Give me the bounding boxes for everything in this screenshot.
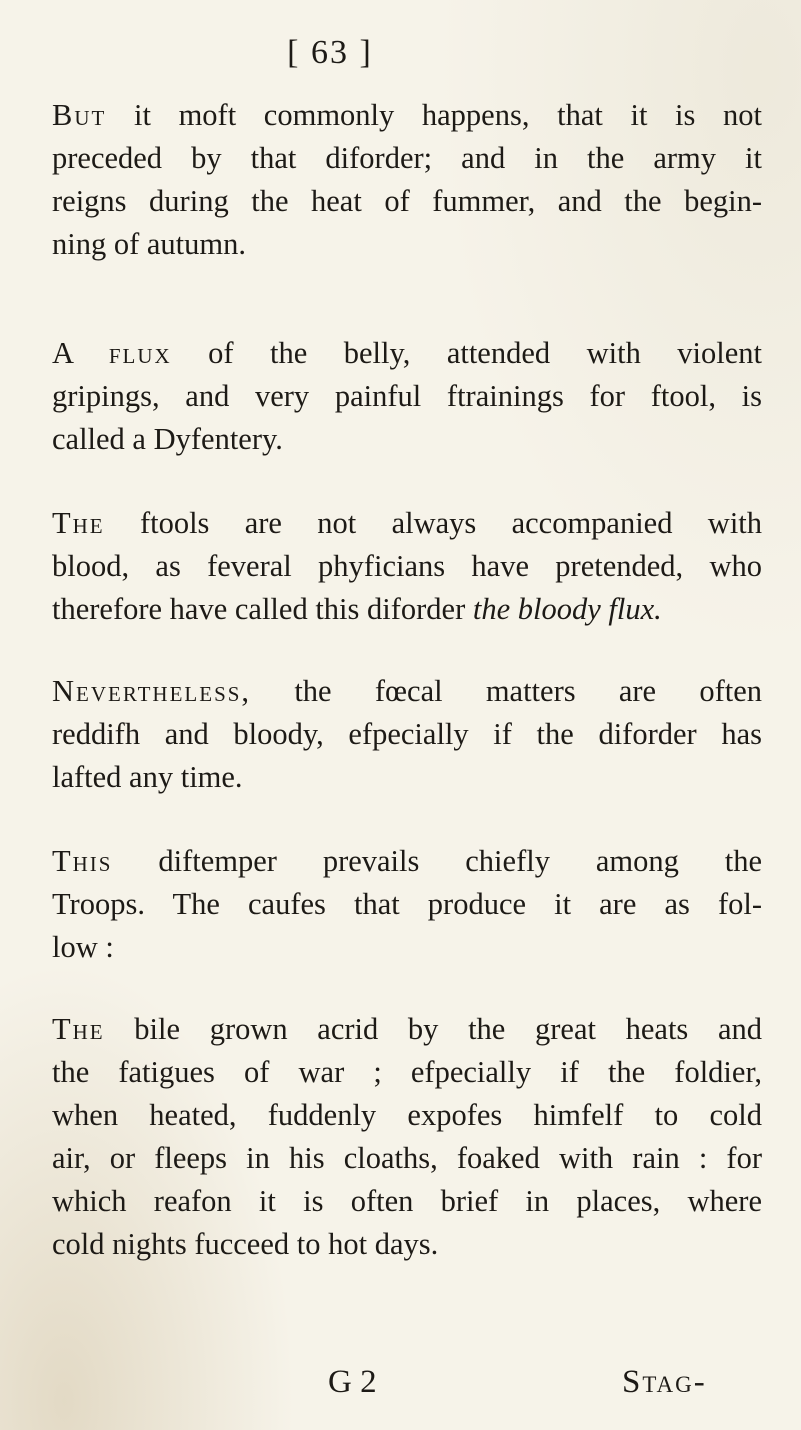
paragraph-line xyxy=(52,588,762,631)
lead-small-caps: flux xyxy=(108,336,172,370)
line-text: diftemper prevails chiefly among the xyxy=(158,844,763,878)
paragraph-line xyxy=(52,332,762,375)
paragraph-line: which reafon it is often brief in places, where xyxy=(52,1184,762,1218)
lead-word: Nevertheless, xyxy=(52,674,252,708)
paragraph-line xyxy=(52,670,762,713)
paragraph-line: preceded by that diforder; and in the army it xyxy=(52,141,762,175)
lead-word: This xyxy=(52,844,113,878)
line-text: therefore have called this diforder xyxy=(52,592,466,626)
lead-word: A xyxy=(52,336,73,370)
paragraph-line: low : xyxy=(52,930,114,964)
paragraph-line: Troops. The caufes that produce it are as fol- xyxy=(52,887,762,921)
paragraph-line xyxy=(52,94,762,137)
catchword: Stag- xyxy=(622,1364,707,1400)
paragraph-line: called a Dyfentery. xyxy=(52,422,283,456)
paragraph-line: gripings, and very painful ftrainings for ftool, is xyxy=(52,379,762,413)
paragraph-2 xyxy=(52,332,762,461)
paragraph-line: when heated, fuddenly expofes himfelf to cold xyxy=(52,1098,762,1132)
line-text: ftools are not always accompanied with xyxy=(139,506,763,540)
paragraph-line xyxy=(52,1008,762,1051)
paragraph-line: blood, as feveral phyficians have pretended, who xyxy=(52,549,762,583)
paragraph-5 xyxy=(52,840,762,969)
lead-word: The xyxy=(52,1012,105,1046)
page-number: [ 63 ] xyxy=(287,34,373,71)
paragraph-line: ning of autumn. xyxy=(52,227,246,261)
line-text: bile grown acrid by the great heats and xyxy=(134,1012,763,1046)
paragraph-line xyxy=(52,502,762,545)
line-text: of the belly, attended with violent xyxy=(208,336,762,370)
paragraph-line: lafted any time. xyxy=(52,760,243,794)
paragraph-3 xyxy=(52,502,762,631)
paragraph-line: reigns during the heat of fummer, and the begin- xyxy=(52,184,762,218)
lead-word: The xyxy=(52,506,105,540)
italic-phrase: the bloody flux. xyxy=(472,592,662,626)
line-text: the fœcal matters are often xyxy=(294,674,763,708)
line-text: it moft commonly happens, that it is not xyxy=(133,98,762,132)
paragraph-1 xyxy=(52,94,762,266)
signature-mark: G 2 xyxy=(328,1364,377,1400)
paragraph-line: reddifh and bloody, efpecially if the diforder has xyxy=(52,717,762,751)
paragraph-6 xyxy=(52,1008,762,1266)
paragraph-line: the fatigues of war ; efpecially if the foldier, xyxy=(52,1055,762,1089)
paragraph-line xyxy=(52,840,762,883)
paragraph-line: air, or fleeps in his cloaths, foaked with rain : for xyxy=(52,1141,762,1175)
lead-word: But xyxy=(52,98,107,132)
paragraph-4 xyxy=(52,670,762,799)
paragraph-line: cold nights fucceed to hot days. xyxy=(52,1227,439,1261)
